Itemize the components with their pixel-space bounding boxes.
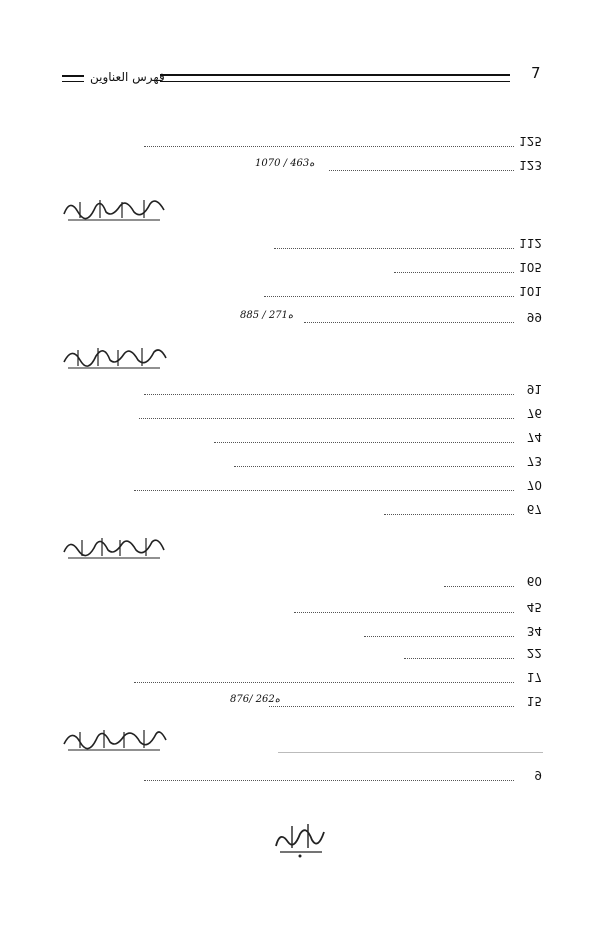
leader-dots xyxy=(304,322,514,323)
entry-page: 74 xyxy=(526,430,542,444)
toc-entry xyxy=(60,694,542,710)
calligraphy-emblem xyxy=(270,820,330,858)
section-heading-calligraphy xyxy=(60,340,170,374)
leader-dots xyxy=(139,418,514,419)
entry-page: 91 xyxy=(526,382,542,396)
leader-dots xyxy=(134,682,514,683)
entry-text: 876/ ه262 xyxy=(230,694,280,705)
leader-dots xyxy=(144,394,514,395)
toc-entry xyxy=(60,406,542,422)
toc-entry xyxy=(60,768,542,784)
entry-page: 15 xyxy=(526,694,542,708)
leader-dots xyxy=(404,658,514,659)
entry-page: 67 xyxy=(526,502,542,516)
leader-dots xyxy=(264,296,514,297)
toc-entry xyxy=(60,236,542,252)
toc-entry xyxy=(60,260,542,276)
entry-page: 73 xyxy=(526,454,542,468)
entry-page: 45 xyxy=(526,600,542,614)
section-heading-calligraphy xyxy=(60,722,170,756)
section-divider xyxy=(278,752,543,753)
toc-entry xyxy=(60,600,542,616)
entry-page: 112 xyxy=(519,236,542,250)
entry-page: 125 xyxy=(519,134,542,148)
entry-page: 60 xyxy=(526,574,542,588)
entry-text: 1070 / ه463 xyxy=(255,158,315,169)
leader-dots xyxy=(144,146,514,147)
page-number: 7 xyxy=(531,64,541,82)
leader-dots xyxy=(269,706,514,707)
entry-page: 101 xyxy=(519,284,542,298)
entry-page: 105 xyxy=(519,260,542,274)
entry-page: 22 xyxy=(526,646,542,660)
leader-dots xyxy=(384,514,514,515)
entry-page: 70 xyxy=(526,478,542,492)
toc-entry xyxy=(60,478,542,494)
entry-page: 76 xyxy=(526,406,542,420)
header-rule xyxy=(160,74,510,82)
toc-entry xyxy=(60,310,542,326)
entry-page: 17 xyxy=(526,670,542,684)
leader-dots xyxy=(294,612,514,613)
toc-entry xyxy=(60,624,542,640)
toc-entry xyxy=(60,502,542,518)
leader-dots xyxy=(274,248,514,249)
leader-dots xyxy=(234,466,514,467)
toc-entry xyxy=(60,382,542,398)
entry-page: 34 xyxy=(526,624,542,638)
toc-entry xyxy=(60,646,542,662)
entry-page: 99 xyxy=(526,310,542,324)
leader-dots xyxy=(144,780,514,781)
entry-page: 123 xyxy=(519,158,542,172)
leader-dots xyxy=(134,490,514,491)
toc-entry xyxy=(60,574,542,590)
leader-dots xyxy=(394,272,514,273)
leader-dots xyxy=(364,636,514,637)
leader-dots xyxy=(444,586,514,587)
toc-entry xyxy=(60,670,542,686)
section-heading-calligraphy xyxy=(60,530,170,564)
running-title: ﻓﻬﺮﺱ ﺍﻟﻌﻨﺎﻭﻳﻦ xyxy=(90,70,165,84)
toc-entry xyxy=(60,284,542,300)
leader-dots xyxy=(329,170,514,171)
entry-text: 885 / ه271 xyxy=(240,310,294,321)
toc-entry xyxy=(60,430,542,446)
toc-entry xyxy=(60,134,542,150)
toc-entry xyxy=(60,158,542,174)
entry-page: 9 xyxy=(534,768,542,782)
leader-dots xyxy=(214,442,514,443)
section-heading-calligraphy xyxy=(60,192,170,226)
header-rule-small xyxy=(62,75,84,82)
toc-entry xyxy=(60,454,542,470)
